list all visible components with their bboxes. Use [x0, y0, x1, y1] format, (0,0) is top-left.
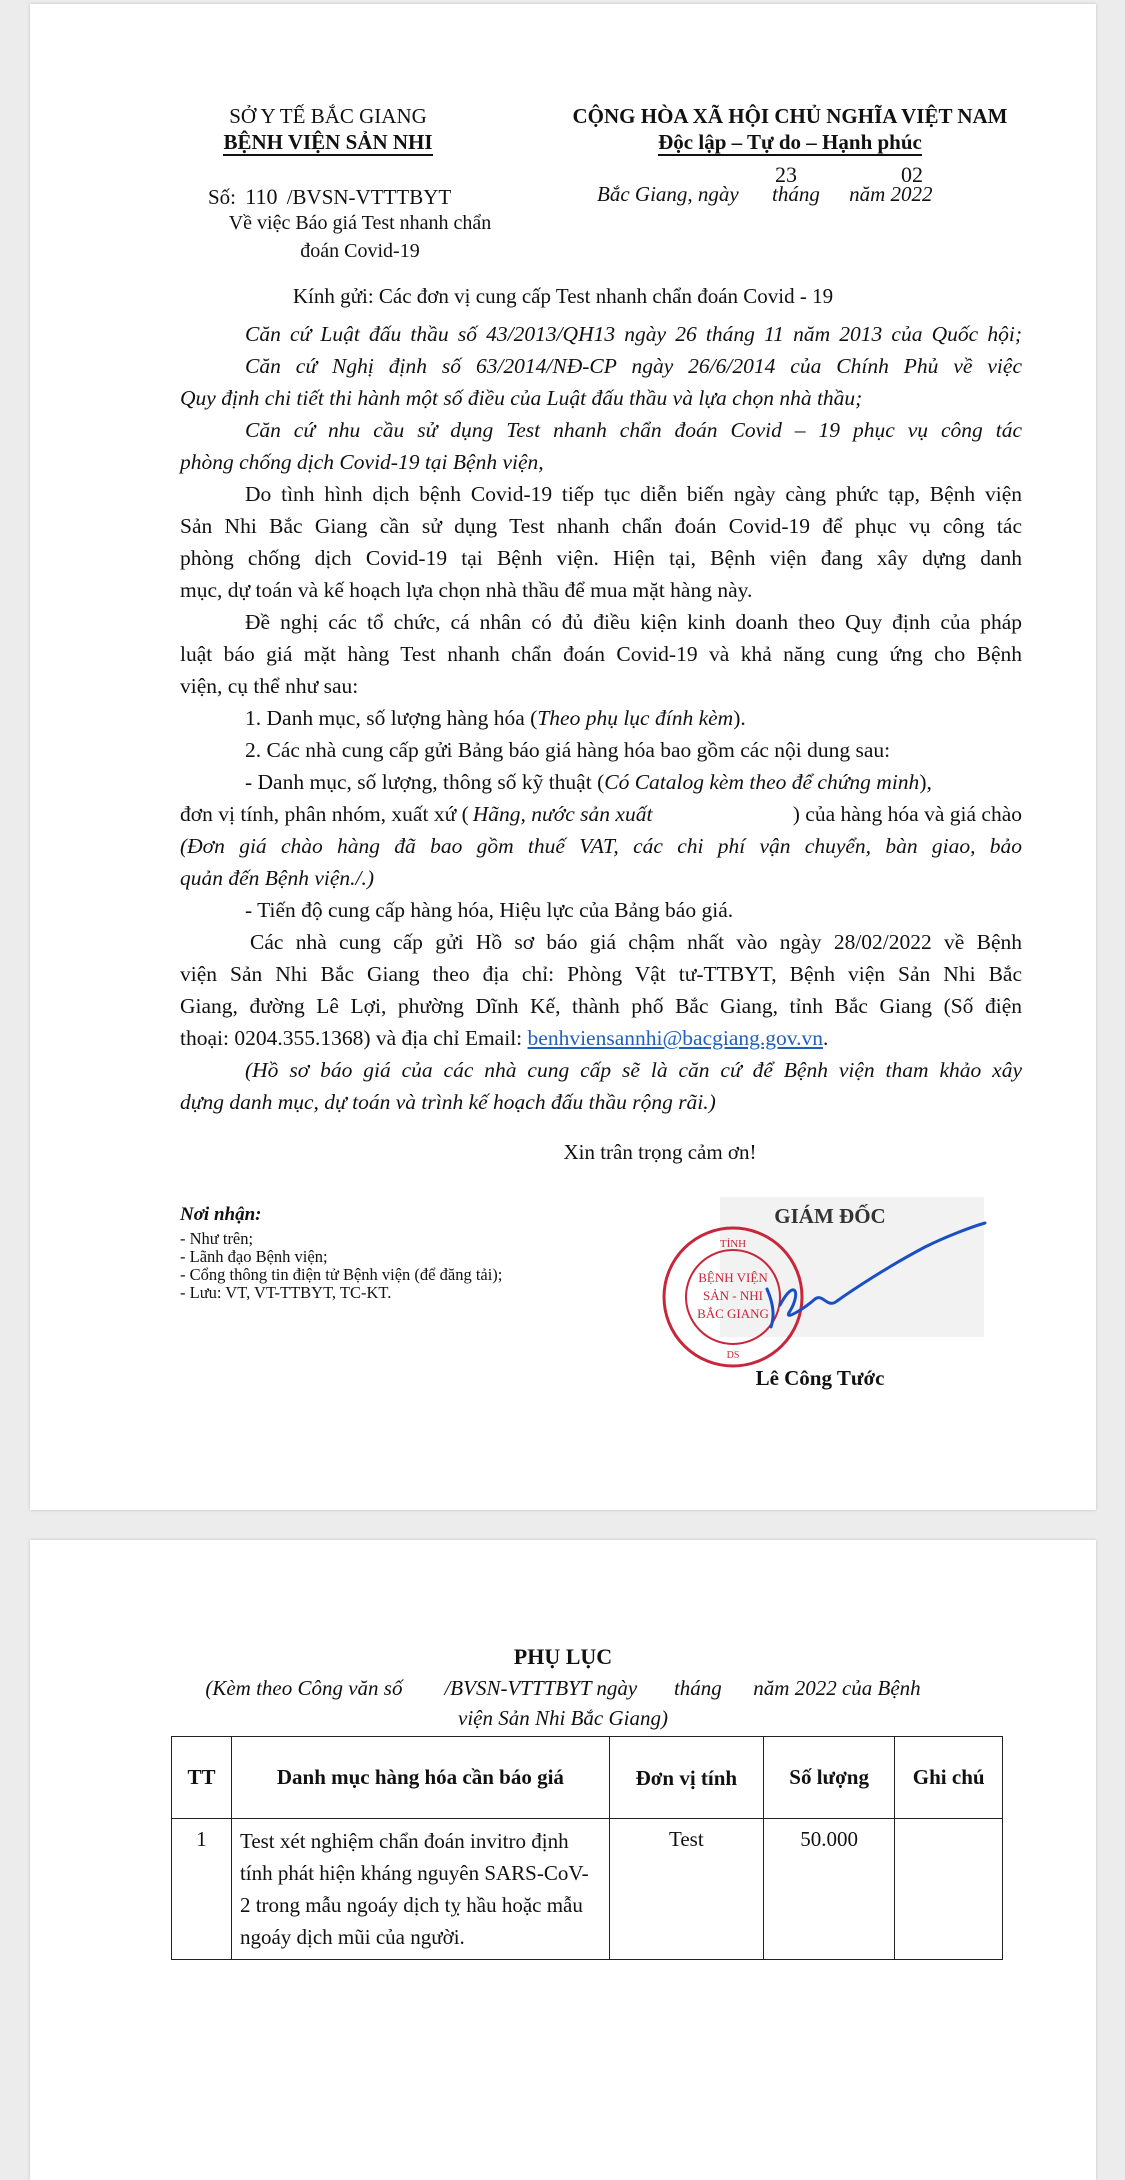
stamp-line-3: BẮC GIANG — [697, 1306, 769, 1321]
stamp-and-signature — [635, 1219, 995, 1374]
cell-item: Test xét nghiệm chẩn đoán invitro định tính phát hiện kháng nguyên SARS-CoV-2 trong mẫu ngoáy dịch tỵ hầu hoặc mẫu ngoáy dịch mũi của người. — [231, 1819, 609, 1960]
body-line — [180, 802, 1022, 827]
recipient-line: Kính gửi: Các đơn vị cung cấp Test nhanh chẩn đoán Covid - 19 — [292, 284, 834, 308]
line-text: thoại: 0204.355.1368) và địa chỉ Email: — [180, 1026, 528, 1050]
date-day: 23 — [775, 162, 797, 187]
line-text: - Danh mục, số lượng, thông số kỹ thuật ( — [245, 770, 605, 794]
body-line: viện Sản Nhi Bắc Giang theo địa chỉ: Phòng Vật tư-TTBYT, Bệnh viện Sản Nhi Bắc — [180, 962, 1022, 986]
header-tt: TT — [172, 1737, 232, 1819]
line-italic: Hãng, nước sản xuất — [472, 802, 653, 826]
line-tail: ). — [733, 706, 746, 730]
hospital-stamp-icon — [664, 1228, 802, 1366]
recipients-item: - Cổng thông tin điện tử Bệnh viện (để đăng tải); — [180, 1265, 503, 1284]
cell-unit: Test — [609, 1819, 763, 1960]
recipients-item: - Lãnh đạo Bệnh viện; — [180, 1247, 328, 1266]
recipients-item: - Lưu: VT, VT-TTBYT, TC-KT. — [180, 1283, 392, 1302]
header-note: Ghi chú — [895, 1737, 1003, 1819]
body-line: (Hồ sơ báo giá của các nhà cung cấp sẽ là căn cứ để Bệnh viện tham khảo xây — [245, 1058, 1022, 1082]
line-text: đơn vị tính, phân nhóm, xuất xứ ( — [180, 802, 469, 826]
national-motto — [530, 130, 1050, 155]
body-line — [245, 770, 932, 795]
table-row — [172, 1819, 1003, 1960]
body-line: Quy định chi tiết thi hành một số điều của Luật đấu thầu và lựa chọn nhà thầu; — [180, 386, 863, 410]
body-line: - Tiến độ cung cấp hàng hóa, Hiệu lực của Bảng báo giá. — [245, 898, 734, 922]
cell-tt: 1 — [172, 1819, 232, 1960]
recipients-block — [180, 1204, 600, 1302]
body-line: Sản Nhi Bắc Giang cần sử dụng Test nhanh chẩn đoán Covid-19 để phục vụ công tác — [180, 514, 1022, 538]
document-page-1 — [30, 4, 1096, 1510]
body-line: (Đơn giá chào hàng đã bao gồm thuế VAT, các chi phí vận chuyển, bàn giao, bảo — [180, 834, 1022, 858]
body-line: Giang, đường Lê Lợi, phường Dĩnh Kế, thành phố Bắc Giang, tỉnh Bắc Giang (Số điện — [180, 994, 1022, 1018]
stamp-line-2: SẢN - NHI — [703, 1288, 763, 1303]
body-line: quản đến Bệnh viện./.) — [180, 866, 375, 890]
body-line — [245, 706, 746, 731]
body-line: Căn cứ Nghị định số 63/2014/NĐ-CP ngày 26/6/2014 của Chính Phủ về việc — [245, 354, 1022, 378]
department-name: SỞ Y TẾ BẮC GIANG — [229, 104, 427, 128]
email-link[interactable]: benhviensannhi@bacgiang.gov.vn — [527, 1026, 823, 1050]
body-line: Căn cứ Luật đấu thầu số 43/2013/QH13 ngày 26 tháng 11 năm 2013 của Quốc hội; — [245, 322, 1022, 346]
document-date — [597, 162, 933, 207]
recipients-title: Nơi nhận: — [180, 1204, 262, 1225]
line-italic: Có Catalog kèm theo để chứng minh — [604, 770, 920, 794]
body-line: Đề nghị các tổ chức, cá nhân có đủ điều kiện kinh doanh theo Quy định của pháp — [245, 610, 1022, 634]
appendix-table — [171, 1736, 1003, 1960]
document-number — [208, 184, 451, 210]
appendix-title: PHỤ LỤC — [513, 1644, 613, 1669]
body-line: luật báo giá mặt hàng Test nhanh chẩn đoán Covid-19 và khả năng cung ứng cho Bệnh — [180, 642, 1022, 666]
line-tail: ), — [919, 770, 932, 794]
body-line: phòng chống dịch Covid-19 tại Bệnh viện. Hiện tại, Bệnh viện đang xây dựng danh — [180, 546, 1022, 570]
body-line: 2. Các nhà cung cấp gửi Bảng báo giá hàng hóa bao gồm các nội dung sau: — [245, 738, 891, 762]
doc-code: /BVSN-VTTTBYT — [286, 185, 452, 209]
national-motto-text: Độc lập – Tự do – Hạnh phúc — [658, 130, 922, 154]
header-unit: Đơn vị tính — [609, 1737, 763, 1819]
stamp-line-1: BỆNH VIỆN — [698, 1270, 768, 1285]
signer-name: Lê Công Tước — [755, 1366, 885, 1390]
body-line: Do tình hình dịch bệnh Covid-19 tiếp tục diễn biến ngày càng phức tạp, Bệnh viện — [245, 482, 1022, 506]
thanks-line: Xin trân trọng cảm ơn! — [563, 1140, 757, 1164]
recipients-item: - Như trên; — [180, 1229, 254, 1248]
subject-line-2: đoán Covid-19 — [300, 240, 420, 262]
date-year: năm 2022 — [849, 182, 933, 206]
signature-stroke-icon — [780, 1223, 985, 1315]
svg-text:TỈNH: TỈNH — [719, 1238, 747, 1250]
hospital-name — [178, 130, 478, 155]
body-line — [180, 1026, 828, 1051]
line-tail: . — [822, 1026, 829, 1050]
body-line: phòng chống dịch Covid-19 tại Bệnh viện, — [180, 450, 544, 474]
appendix-subtitle-2: viện Sản Nhi Bắc Giang) — [458, 1706, 668, 1730]
appendix-subtitle-1: (Kèm theo Công văn số /BVSN-VTTTBYT ngày tháng năm 2022 của Bệnh — [205, 1676, 921, 1700]
document-page-2 — [30, 1540, 1096, 2180]
cell-qty: 50.000 — [763, 1819, 895, 1960]
line-italic: Theo phụ lục đính kèm — [537, 706, 734, 730]
body-line: mục, dự toán và kế hoạch lựa chọn nhà thầu để mua mặt hàng này. — [180, 578, 753, 602]
body-line: dựng danh mục, dự toán và trình kế hoạch đấu thầu rộng rãi.) — [180, 1090, 716, 1114]
doc-no-label: Số: — [208, 185, 237, 209]
line-tail: ) của hàng hóa và giá chào — [792, 802, 1022, 826]
hospital-name-text: BỆNH VIỆN SẢN NHI — [223, 130, 433, 154]
header-item: Danh mục hàng hóa cần báo giá — [231, 1737, 609, 1819]
signature-title: GIÁM ĐỐC — [774, 1204, 886, 1228]
body-line: viện, cụ thể như sau: — [180, 674, 359, 698]
date-month-label: tháng — [771, 182, 820, 206]
table-header-row — [172, 1737, 1003, 1819]
svg-text:DS: DS — [726, 1350, 740, 1361]
subject-line-1: Về việc Báo giá Test nhanh chẩn — [228, 212, 492, 234]
header-qty: Số lượng — [763, 1737, 895, 1819]
cell-note — [895, 1819, 1003, 1960]
body-line: Các nhà cung cấp gửi Hồ sơ báo giá chậm nhất vào ngày 28/02/2022 về Bệnh — [250, 930, 1022, 954]
date-place: Bắc Giang, ngày — [597, 182, 739, 206]
nation-name: CỘNG HÒA XÃ HỘI CHỦ NGHĨA VIỆT NAM — [572, 104, 1008, 128]
line-text: 1. Danh mục, số lượng hàng hóa ( — [245, 706, 538, 730]
body-line: Căn cứ nhu cầu sử dụng Test nhanh chẩn đoán Covid – 19 phục vụ công tác — [245, 418, 1022, 442]
doc-no-value: 110 — [245, 184, 278, 209]
date-month: 02 — [901, 162, 923, 187]
